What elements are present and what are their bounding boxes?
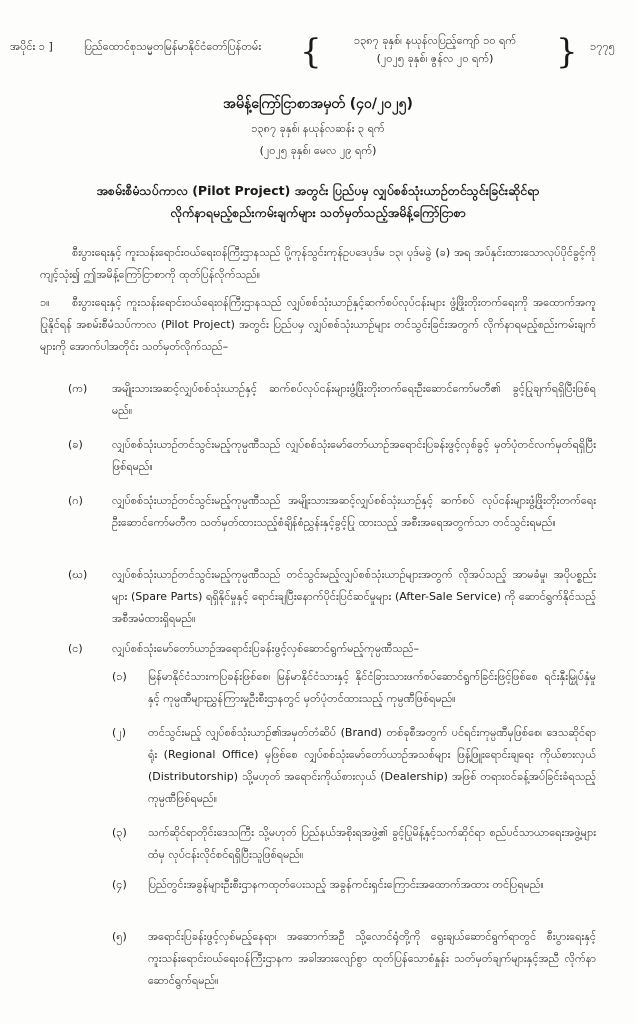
list-item-mark: (ဂ) [68,494,83,507]
sub-list-item-mark: (၃) [112,826,127,839]
sub-list-item-text: ပြည်တွင်းအခွန်များဦးစီးဌာနကထုတ်ပေးသည့် အခွန်ကင်းရှင်းကြောင်းအထောက်အထား တင်ပြရမည်။ [148,878,544,891]
sub-list-item [112,926,596,992]
sub-list-item-mark: (၁) [112,670,127,683]
header-date-line1: ၁၃၈၇ ခုနှစ်၊ နယုန်လပြည့်ကျော် ၁၀ ရက် [353,34,517,47]
list-item-text: လျှပ်စစ်သုံးယာဉ်တင်သွင်းမည့်ကုမ္ပဏီသည် တင်သွင်းမည့်လျှပ်စစ်သုံးယာဉ်များအတွက် လိုအပ်သည့် အာမခံမှု၊ အပိုပစ္စည်းများ (Spare Parts) ရရှိနိုင်မှုနှင့် ရောင်းချပြီးနောက်ပိုင်းပြင်ဆင်မှုများ (After-Sale Service) ကို ဆောင်ရွက်နိုင်သည့် အစီအမံထားရှိရမည်။ [112,568,596,625]
sub-list-item-text: သက်ဆိုင်ရာတိုင်းဒေသကြီး သို့မဟုတ် ပြည်နယ်အစိုးရအဖွဲ့၏ ခွင့်ပြုမိန့်နှင့်သက်ဆိုင်ရာ စည်ပင်သာယာရေးအဖွဲ့များထံမှ လုပ်ငန်းလိုင်စင်ရရှိပြီးသူဖြစ်ရမည်။ [148,826,596,861]
list-item [68,490,596,534]
gazette-name: ပြည်ထောင်စုသမ္မတမြန်မာနိုင်ငံတော်ပြန်တမ်း [84,40,262,53]
list-item-mark: (က) [68,382,88,395]
header-date [324,32,546,68]
header-date-line2: (၂၀၂၅ ခုနှစ်၊ ဇွန်လ ၂၀ ရက်) [376,52,494,65]
sub-list-item-mark: (၂) [112,726,126,739]
sub-list-item-text: မြန်မာနိုင်ငံသားကပြခန်းဖြစ်စေ၊ မြန်မာနိုင်ငံသားနှင့် နိုင်ငံခြားသားဖက်စပ်ဆောင်ရွက်ခြင်းဖြင့်ဖြစ်စေ ရင်းနှီးမြှုပ်နှံမှုနှင့် ကုမ္ပဏီများညွှန်ကြားမှုဦးစီးဌာနတွင် မှတ်ပုံတင်ထားသည့် ကုမ္ပဏီဖြစ်ရမည်။ [148,670,596,705]
notification-subject [40,180,596,224]
list-item-text: အမျိုးသားအဆင့်လျှပ်စစ်သုံးယာဉ်နှင့် ဆက်စပ်လုပ်ငန်းများဖွံ့ဖြိုးတိုးတက်ရေးဦးဆောင်ကော်မတီ၏ ခွင့်ပြုချက်ရရှိပြီးဖြစ်ရမည်။ [112,382,596,417]
list-item-mark: (င) [68,642,83,655]
notification-dates [0,118,636,162]
sub-list-item-text: တင်သွင်းမည့် လျှပ်စစ်သုံးယာဉ်၏အမှတ်တံဆိပ် (Brand) တစ်ခုစီအတွက် ပင်ရင်းကုမ္ပဏီမှဖြစ်စေ၊ ဒေသဆိုင်ရာရုံး (Regional Office) မှဖြစ်စေ လျှပ်စစ်သုံးမော်တော်ယာဉ်အသစ်များ ဖြန့်ဖြူးရောင်းချရေး ကိုယ်စားလှယ် (Distributorship) သို့မဟုတ် အရောင်းကိုယ်စားလှယ် (Dealership) အဖြစ် တရားဝင်ခန့်အပ်ခြင်းခံရသည့် ကုမ္ပဏီဖြစ်ရမည်။ [148,726,596,805]
section-number: ၁။ [40,296,50,309]
sub-list-item-text: အရောင်းပြခန်းဖွင့်လှစ်မည့်နေရာ၊ အဆောက်အဦ သို့လောင်ရုံတို့ကို ရွေးချယ်ဆောင်ရွက်ရာတွင် စီးပွားရေးနှင့် ကူးသန်းရောင်းဝယ်ရေးဝန်ကြီးဌာနက အခါအားလျော်စွာ ထုတ်ပြန်သောစံနှုန်း သတ်မှတ်ချက်များနှင့်အညီ လိုက်နာဆောင်ရွက်ရမည်။ [148,930,596,987]
issue-label: အပိုင်း ၁ ] [10,40,53,53]
notification-title: အမိန့်ကြော်ငြာစာအမှတ် (၄၀/၂၀၂၅) [223,96,413,112]
list-item-text: လျှပ်စစ်သုံးယာဉ်တင်သွင်းမည့်ကုမ္ပဏီသည် အမျိုးသားအဆင့်လျှပ်စစ်သုံးယာဉ်နှင့် ဆက်စပ် လုပ်ငန်းများဖွံ့ဖြိုးတိုးတက်ရေးဦးဆောင်ကော်မတီက သတ်မှတ်ထားသည့်စံချိန်စံညွှန်းနှင့်ခွင့်ပြု ထားသည့် အစီးအရေအတွက်သာ တင်သွင်းရမည်။ [112,494,596,529]
subject-line2: လိုက်နာရမည့်စည်းကမ်းချက်များ သတ်မှတ်သည့်အမိန့်ကြော်ငြာစာ [170,205,466,220]
sub-list-item [112,874,596,896]
right-brace: } [556,32,578,72]
list-item [68,564,596,630]
sub-list-item-mark: (၄) [112,878,127,891]
list-item-text: လျှပ်စစ်သုံးယာဉ်တင်သွင်းမည့်ကုမ္ပဏီသည် လျှပ်စစ်သုံးမော်တော်ယာဉ်အရောင်းပြခန်းဖွင့်လှစ်ခွင့် မှတ်ပုံတင်လက်မှတ်ရရှိပြီးဖြစ်ရမည်။ [112,438,596,473]
page-header [0,30,636,90]
list-item [68,378,596,422]
section-paragraph: စီးပွားရေးနှင့် ကူးသန်းရောင်းဝယ်ရေးဝန်ကြီးဌာနသည် လျှပ်စစ်သုံးယာဉ်နှင့်ဆက်စပ်လုပ်ငန်းများ ဖွံ့ဖြိုးတိုးတက်ရေးကို အထောက်အကူပြုနိုင်ရန် အစမ်းစီမံသပ်ကာလ (Pilot Project) အတွင်း ပြည်ပမှ လျှပ်စစ်သုံးယာဉ်များ တင်သွင်းခြင်းအတွက် လိုက်နာရမည့်စည်းကမ်းချက်များကို အောက်ပါအတိုင်း သတ်မှတ်လိုက်သည်– [40,296,596,353]
sub-list-item-mark: (၅) [112,930,127,943]
subject-line1: အစမ်းစီမံသပ်ကာလ (Pilot Project) အတွင်း ပြည်ပမှ လျှပ်စစ်သုံးယာဉ်တင်သွင်းခြင်းဆိုင်ရာ [96,183,540,198]
left-brace: { [300,32,322,72]
notification-date-line2: (၂၀၂၅ ခုနှစ်၊ မေလ ၂၉ ရက်) [259,144,377,157]
list-item-mark: (ဃ) [68,568,88,581]
list-item [68,434,596,478]
list-item-text: လျှပ်စစ်သုံးမော်တော်ယာဉ်အရောင်းပြခန်းဖွင့်လှစ်ဆောင်ရွက်မည့်ကုမ္ပဏီသည်– [112,642,420,655]
sub-list-item [112,666,596,710]
page-number: ၁၇၇၅ [590,40,615,53]
sub-list-item [112,822,596,866]
sub-list-item [112,722,596,810]
intro-paragraph: စီးပွားရေးနှင့် ကူးသန်းရောင်းဝယ်ရေးဝန်ကြီးဌာနသည် ပို့ကုန်သွင်းကုန်ဥပဒေပုဒ်မ ၁၃၊ ပုဒ်မခွဲ (ခ) အရ အပ်နှင်းထားသောလုပ်ပိုင်ခွင့်ကိုကျင့်သုံး၍ ဤအမိန့်ကြော်ငြာစာကို ထုတ်ပြန်လိုက်သည်။ [40,246,596,281]
list-item [68,638,596,660]
notification-date-line1: ၁၃၈၇ ခုနှစ်၊ နယုန်လဆန်း ၃ ရက် [251,122,385,135]
list-item-mark: (ခ) [68,438,83,451]
